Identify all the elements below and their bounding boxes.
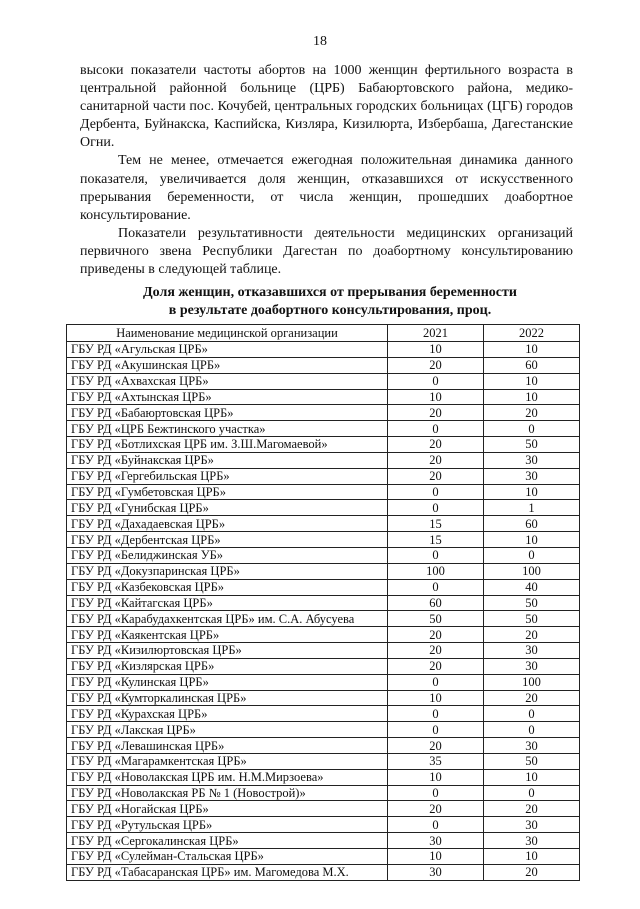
value-2021: 15 bbox=[388, 532, 484, 548]
value-2022: 10 bbox=[484, 849, 580, 865]
value-2021: 0 bbox=[388, 500, 484, 516]
value-2022: 100 bbox=[484, 563, 580, 579]
value-2022: 20 bbox=[484, 864, 580, 880]
value-2022: 0 bbox=[484, 421, 580, 437]
value-2022: 1 bbox=[484, 500, 580, 516]
value-2022: 50 bbox=[484, 611, 580, 627]
value-2021: 0 bbox=[388, 579, 484, 595]
value-2022: 10 bbox=[484, 532, 580, 548]
value-2021: 0 bbox=[388, 373, 484, 389]
value-2021: 10 bbox=[388, 849, 484, 865]
value-2022: 30 bbox=[484, 658, 580, 674]
table-row bbox=[67, 753, 580, 769]
value-2022: 30 bbox=[484, 817, 580, 833]
organization-name: ГБУ РД «Докузпаринская ЦРБ» bbox=[67, 563, 388, 579]
table-row bbox=[67, 643, 580, 659]
table-row bbox=[67, 500, 580, 516]
header-year-2021: 2021 bbox=[388, 325, 484, 342]
table-row bbox=[67, 611, 580, 627]
organization-name: ГБУ РД «Бабаюртовская ЦРБ» bbox=[67, 405, 388, 421]
value-2021: 0 bbox=[388, 484, 484, 500]
organization-name: ГБУ РД «Сулейман-Стальская ЦРБ» bbox=[67, 849, 388, 865]
organization-name: ГБУ РД «Дербентская ЦРБ» bbox=[67, 532, 388, 548]
table-row bbox=[67, 389, 580, 405]
organization-name: ГБУ РД «Новолакская ЦРБ им. Н.М.Мирзоева» bbox=[67, 769, 388, 785]
organization-name: ГБУ РД «Каякентская ЦРБ» bbox=[67, 627, 388, 643]
table-row bbox=[67, 516, 580, 532]
header-year-2022: 2022 bbox=[484, 325, 580, 342]
value-2021: 20 bbox=[388, 643, 484, 659]
table-row bbox=[67, 357, 580, 373]
table-row bbox=[67, 547, 580, 563]
organization-name: ГБУ РД «Агульская ЦРБ» bbox=[67, 342, 388, 358]
table-row bbox=[67, 373, 580, 389]
table-row bbox=[67, 563, 580, 579]
organization-name: ГБУ РД «Ахтынская ЦРБ» bbox=[67, 389, 388, 405]
table-row bbox=[67, 484, 580, 500]
organization-name: ГБУ РД «Гергебильская ЦРБ» bbox=[67, 468, 388, 484]
value-2021: 0 bbox=[388, 706, 484, 722]
organization-name: ГБУ РД «Буйнакская ЦРБ» bbox=[67, 452, 388, 468]
organization-name: ГБУ РД «Левашинская ЦРБ» bbox=[67, 738, 388, 754]
table-row bbox=[67, 452, 580, 468]
table-row bbox=[67, 595, 580, 611]
table-row bbox=[67, 769, 580, 785]
table-row bbox=[67, 722, 580, 738]
value-2021: 10 bbox=[388, 342, 484, 358]
paragraph-2: Тем не менее, отмечается ежегодная положительная динамика данного показателя, увеличивается доля женщин, отказавшихся от искусственного прерывания беременности, от числа женщин, прошедших доабортное консультирование. bbox=[80, 153, 573, 223]
organization-name: ГБУ РД «Ногайская ЦРБ» bbox=[67, 801, 388, 817]
value-2021: 20 bbox=[388, 627, 484, 643]
organization-name: ГБУ РД «Ботлихская ЦРБ им. З.Ш.Магомаевой» bbox=[67, 437, 388, 453]
table-row bbox=[67, 579, 580, 595]
value-2022: 100 bbox=[484, 674, 580, 690]
body-text bbox=[80, 62, 573, 279]
header-organization: Наименование медицинской организации bbox=[67, 325, 388, 342]
table-row bbox=[67, 421, 580, 437]
table-title-line-1: Доля женщин, отказавшихся от прерывания беременности bbox=[143, 285, 517, 300]
value-2021: 0 bbox=[388, 547, 484, 563]
value-2022: 10 bbox=[484, 769, 580, 785]
table-row bbox=[67, 864, 580, 880]
value-2022: 20 bbox=[484, 627, 580, 643]
organization-name: ГБУ РД «Акушинская ЦРБ» bbox=[67, 357, 388, 373]
value-2021: 20 bbox=[388, 738, 484, 754]
value-2022: 10 bbox=[484, 342, 580, 358]
value-2021: 0 bbox=[388, 722, 484, 738]
organization-name: ГБУ РД «ЦРБ Бежтинского участка» bbox=[67, 421, 388, 437]
value-2022: 20 bbox=[484, 405, 580, 421]
value-2022: 0 bbox=[484, 722, 580, 738]
value-2022: 50 bbox=[484, 753, 580, 769]
organization-name: ГБУ РД «Кизилюртовская ЦРБ» bbox=[67, 643, 388, 659]
table-row bbox=[67, 437, 580, 453]
table-row bbox=[67, 690, 580, 706]
organization-name: ГБУ РД «Рутульская ЦРБ» bbox=[67, 817, 388, 833]
organization-name: ГБУ РД «Кулинская ЦРБ» bbox=[67, 674, 388, 690]
value-2022: 10 bbox=[484, 389, 580, 405]
organization-name: ГБУ РД «Гумбетовская ЦРБ» bbox=[67, 484, 388, 500]
organization-name: ГБУ РД «Карабудахкентская ЦРБ» им. С.А. Абусуева bbox=[67, 611, 388, 627]
value-2021: 30 bbox=[388, 864, 484, 880]
value-2022: 0 bbox=[484, 785, 580, 801]
table-container bbox=[66, 324, 579, 881]
value-2021: 20 bbox=[388, 801, 484, 817]
table-row bbox=[67, 849, 580, 865]
value-2021: 100 bbox=[388, 563, 484, 579]
value-2021: 0 bbox=[388, 785, 484, 801]
value-2021: 20 bbox=[388, 658, 484, 674]
organization-name: ГБУ РД «Дахадаевская ЦРБ» bbox=[67, 516, 388, 532]
value-2021: 35 bbox=[388, 753, 484, 769]
value-2022: 30 bbox=[484, 643, 580, 659]
organization-name: ГБУ РД «Ахвахская ЦРБ» bbox=[67, 373, 388, 389]
value-2021: 30 bbox=[388, 833, 484, 849]
value-2022: 20 bbox=[484, 690, 580, 706]
value-2021: 15 bbox=[388, 516, 484, 532]
value-2022: 30 bbox=[484, 452, 580, 468]
table-header-row bbox=[67, 325, 580, 342]
table-body bbox=[67, 342, 580, 881]
value-2021: 10 bbox=[388, 690, 484, 706]
paragraph-1: высоки показатели частоты абортов на 1000 женщин фертильного возраста в центральной районной больнице (ЦРБ) Бабаюртовского района, медико-санитарной части пос. Кочубей, центральных городских больницах (ЦГБ) городов Дербента, Буйнакска, Каспийска, Кизляра, Кизилюрта, Избербаша, Дагестанские Огни. bbox=[80, 63, 573, 151]
value-2022: 30 bbox=[484, 468, 580, 484]
value-2022: 10 bbox=[484, 373, 580, 389]
table-row bbox=[67, 833, 580, 849]
value-2022: 0 bbox=[484, 706, 580, 722]
table-row bbox=[67, 405, 580, 421]
table-row bbox=[67, 785, 580, 801]
value-2021: 20 bbox=[388, 357, 484, 373]
data-table bbox=[66, 324, 580, 881]
table-title-line-2: в результате доабортного консультирования, проц. bbox=[168, 303, 492, 318]
value-2022: 10 bbox=[484, 484, 580, 500]
value-2021: 50 bbox=[388, 611, 484, 627]
organization-name: ГБУ РД «Табасаранская ЦРБ» им. Магомедова М.Х. bbox=[67, 864, 388, 880]
value-2022: 30 bbox=[484, 738, 580, 754]
organization-name: ГБУ РД «Кайтагская ЦРБ» bbox=[67, 595, 388, 611]
table-row bbox=[67, 674, 580, 690]
table-row bbox=[67, 468, 580, 484]
value-2021: 20 bbox=[388, 437, 484, 453]
table-row bbox=[67, 738, 580, 754]
organization-name: ГБУ РД «Сергокалинская ЦРБ» bbox=[67, 833, 388, 849]
value-2022: 30 bbox=[484, 833, 580, 849]
table-title bbox=[70, 284, 590, 320]
table-row bbox=[67, 627, 580, 643]
table-row bbox=[67, 706, 580, 722]
value-2021: 20 bbox=[388, 452, 484, 468]
organization-name: ГБУ РД «Белиджинская УБ» bbox=[67, 547, 388, 563]
table-row bbox=[67, 342, 580, 358]
organization-name: ГБУ РД «Кумторкалинская ЦРБ» bbox=[67, 690, 388, 706]
organization-name: ГБУ РД «Новолакская РБ № 1 (Новострой)» bbox=[67, 785, 388, 801]
table-row bbox=[67, 817, 580, 833]
value-2022: 40 bbox=[484, 579, 580, 595]
value-2021: 60 bbox=[388, 595, 484, 611]
table-row bbox=[67, 532, 580, 548]
organization-name: ГБУ РД «Курахская ЦРБ» bbox=[67, 706, 388, 722]
organization-name: ГБУ РД «Кизлярская ЦРБ» bbox=[67, 658, 388, 674]
value-2022: 60 bbox=[484, 357, 580, 373]
organization-name: ГБУ РД «Гунибская ЦРБ» bbox=[67, 500, 388, 516]
value-2022: 0 bbox=[484, 547, 580, 563]
value-2022: 50 bbox=[484, 595, 580, 611]
value-2022: 20 bbox=[484, 801, 580, 817]
value-2022: 60 bbox=[484, 516, 580, 532]
value-2021: 0 bbox=[388, 817, 484, 833]
value-2021: 10 bbox=[388, 389, 484, 405]
organization-name: ГБУ РД «Лакская ЦРБ» bbox=[67, 722, 388, 738]
value-2021: 20 bbox=[388, 468, 484, 484]
value-2021: 10 bbox=[388, 769, 484, 785]
page-number: 18 bbox=[313, 34, 327, 49]
value-2021: 0 bbox=[388, 421, 484, 437]
table-row bbox=[67, 801, 580, 817]
paragraph-3: Показатели результативности деятельности медицинских организаций первичного звена Республики Дагестан по доабортному консультированию приведены в следующей таблице. bbox=[80, 225, 573, 278]
organization-name: ГБУ РД «Казбековская ЦРБ» bbox=[67, 579, 388, 595]
value-2022: 50 bbox=[484, 437, 580, 453]
value-2021: 20 bbox=[388, 405, 484, 421]
organization-name: ГБУ РД «Магарамкентская ЦРБ» bbox=[67, 753, 388, 769]
table-row bbox=[67, 658, 580, 674]
value-2021: 0 bbox=[388, 674, 484, 690]
